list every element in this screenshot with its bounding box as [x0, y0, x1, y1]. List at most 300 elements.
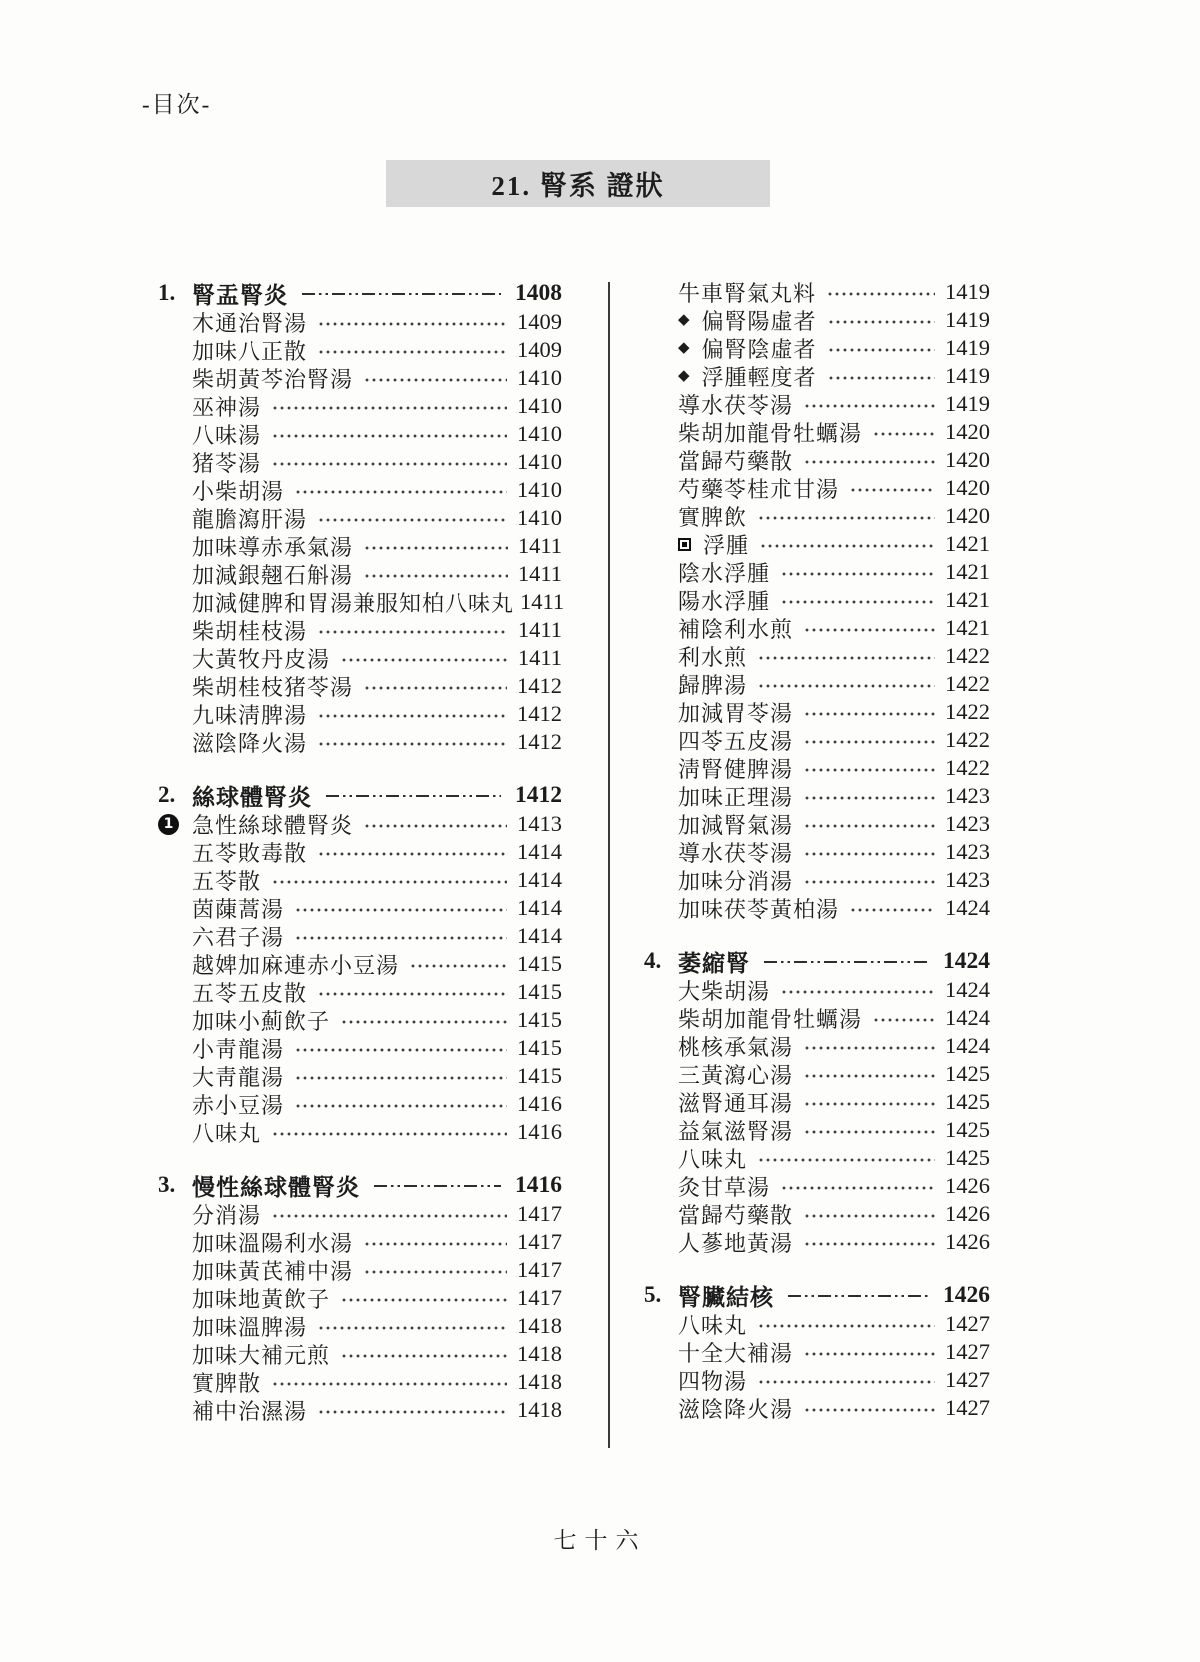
entry-title: 偏腎陰虛者: [701, 336, 817, 362]
leader-dots: [342, 1020, 507, 1024]
toc-item-row: [158, 1034, 562, 1062]
toc-item-row: [158, 1312, 562, 1340]
leader-dots: [805, 1046, 935, 1050]
page-number: 1421: [945, 587, 990, 612]
leader-dots: [365, 1270, 507, 1274]
section-number: 2.: [158, 782, 176, 807]
diamond-icon: ◆: [678, 310, 690, 328]
toc-item-row: [158, 616, 562, 644]
entry-title: 絲球體腎炎: [192, 784, 312, 810]
entry-title: 加味溫脾湯: [192, 1314, 308, 1340]
entry-title: 柴胡黃芩治腎湯: [192, 366, 354, 392]
leader-dots: [759, 1380, 935, 1384]
entry-title: 越婢加麻連赤小豆湯: [192, 952, 400, 978]
leader-dots: [342, 658, 508, 662]
leader-dots: [273, 462, 507, 466]
page-number: 1409: [517, 309, 562, 334]
page-number: 1424: [945, 1005, 990, 1030]
toc-item-row: [644, 502, 990, 530]
leader-dots: [805, 1408, 935, 1412]
leader-dots: [342, 1354, 507, 1358]
entry-title: 三黃瀉心湯: [678, 1062, 794, 1088]
entry-title: 大靑龍湯: [192, 1064, 285, 1090]
page-number: 1421: [945, 615, 990, 640]
entry-title: 導水茯苓湯: [678, 840, 794, 866]
chapter-heading-box: [386, 160, 770, 207]
leader-dots: [805, 628, 935, 632]
page-number: 1417: [517, 1201, 562, 1226]
leader-dots: [805, 852, 935, 856]
leader-dots: [805, 768, 935, 772]
page-number: 1422: [945, 727, 990, 752]
entry-title: 四物湯: [678, 1368, 748, 1394]
leader-dots: [273, 406, 507, 410]
toc-item-row: [644, 754, 990, 782]
toc-item-row: [644, 1200, 990, 1228]
entry-title: 實脾飲: [678, 504, 748, 530]
page-number: 1415: [517, 1035, 562, 1060]
entry-title: 當歸芍藥散: [678, 448, 794, 474]
leader-dots: [319, 992, 507, 996]
leader-dots: [319, 714, 507, 718]
page-number: 1418: [517, 1341, 562, 1366]
page-number: 1420: [945, 475, 990, 500]
leader-dots: [805, 824, 935, 828]
toc-item-row: [158, 308, 562, 336]
page-number: 1420: [945, 447, 990, 472]
toc-item-row: [158, 420, 562, 448]
entry-title: 灸甘草湯: [678, 1174, 771, 1200]
toc-item-row: [158, 1256, 562, 1284]
leader-dots: [759, 656, 935, 660]
page-number: 1415: [517, 1007, 562, 1032]
page-number: 1425: [945, 1089, 990, 1114]
filled-square-icon: [678, 538, 691, 551]
toc-item-row: [644, 810, 990, 838]
page-number: 1427: [945, 1311, 990, 1336]
leader-dots: [805, 740, 935, 744]
entry-title: 浮腫輕度者: [701, 364, 817, 390]
leader-dots: [782, 1186, 935, 1190]
toc-item-row: [158, 1062, 562, 1090]
page-number: 1420: [945, 419, 990, 444]
page-number: 1415: [517, 979, 562, 1004]
leader-dots: [365, 686, 507, 690]
leader-dots: [296, 1076, 507, 1080]
entry-title: 陽水浮腫: [678, 588, 771, 614]
toc-item-row: [644, 866, 990, 894]
toc-item-row: [644, 278, 990, 306]
leader-dots: [319, 518, 507, 522]
entry-title: 芍藥苓桂朮甘湯: [678, 476, 840, 502]
page-number: 1412: [515, 781, 562, 808]
page-number: 1412: [517, 729, 562, 754]
leader-dots: [273, 1214, 507, 1218]
leader-dots: [319, 1326, 507, 1330]
leader-dots: [319, 350, 507, 354]
section-number: 4.: [644, 948, 662, 973]
entry-title: 五苓散: [192, 868, 262, 894]
page-number: 1416: [517, 1091, 562, 1116]
leader-dots: [319, 742, 507, 746]
page-number: 1411: [517, 617, 562, 642]
leader-dots: [273, 434, 507, 438]
toc-item-row: [158, 1396, 562, 1424]
entry-title: 滋腎通耳湯: [678, 1090, 794, 1116]
toc-item-row: [158, 1368, 562, 1396]
page-number: 1413: [517, 811, 562, 836]
leader-dots: [296, 908, 507, 912]
toc-item-row: [644, 446, 990, 474]
entry-title: 導水茯苓湯: [678, 392, 794, 418]
toc-item-row: [644, 474, 990, 502]
leader-dots: [365, 824, 507, 828]
entry-title: 加減腎氣湯: [678, 812, 794, 838]
leader-dots: [874, 432, 935, 436]
entry-title: 巫神湯: [192, 394, 262, 420]
entry-title: 柴胡桂枝猪苓湯: [192, 674, 354, 700]
entry-title: 牛車腎氣丸料: [678, 280, 817, 306]
toc-item-row: [644, 390, 990, 418]
toc-column-right: [644, 278, 990, 1448]
section-number: 3.: [158, 1172, 176, 1197]
page-number: 1421: [945, 531, 990, 556]
entry-title: 當歸芍藥散: [678, 1202, 794, 1228]
entry-title: 加味八正散: [192, 338, 308, 364]
entry-title: 加味分消湯: [678, 868, 794, 894]
toc-item-row: [644, 362, 990, 390]
toc-section-row: [158, 1170, 562, 1200]
entry-title: 加味導赤承氣湯: [192, 534, 354, 560]
page-number: 1416: [515, 1171, 562, 1198]
page-number: 1419: [945, 363, 990, 388]
toc-item-row: [644, 1310, 990, 1338]
toc-item-row: [644, 530, 990, 558]
leader-dots: [296, 490, 507, 494]
toc-section-row: [158, 278, 562, 308]
leader-dots: [782, 600, 935, 604]
page-number: 1420: [945, 503, 990, 528]
page-number: 1408: [515, 279, 562, 306]
entry-title: 茵蔯蒿湯: [192, 896, 285, 922]
leader-dots: [805, 1130, 935, 1134]
page-number: 1423: [945, 839, 990, 864]
entry-title: 加味地黃飲子: [192, 1286, 331, 1312]
entry-title: 加味大補元煎: [192, 1342, 331, 1368]
toc-item-row: [158, 866, 562, 894]
toc-item-row: [644, 1228, 990, 1256]
leader-dashes: [302, 293, 501, 296]
page-number: 1410: [517, 449, 562, 474]
entry-title: 歸脾湯: [678, 672, 748, 698]
toc-item-row: [644, 782, 990, 810]
toc-item-row: [158, 1118, 562, 1146]
leader-dots: [365, 574, 508, 578]
entry-title: 四苓五皮湯: [678, 728, 794, 754]
page-number: 1423: [945, 867, 990, 892]
page-number: 1424: [945, 895, 990, 920]
leader-dashes: [764, 961, 929, 964]
leader-dots: [805, 404, 935, 408]
page-number: 1418: [517, 1397, 562, 1422]
leader-dots: [273, 1132, 507, 1136]
page-number: 1425: [945, 1117, 990, 1142]
entry-title: 五苓敗毒散: [192, 840, 308, 866]
entry-title: 八味丸: [192, 1120, 262, 1146]
entry-title: 八味丸: [678, 1146, 748, 1172]
entry-title: 分消湯: [192, 1202, 262, 1228]
entry-title: 加減銀翹石斛湯: [192, 562, 354, 588]
toc-item-row: [644, 726, 990, 754]
leader-dots: [805, 1352, 935, 1356]
leader-dots: [805, 1214, 935, 1218]
page-number: 1416: [517, 1119, 562, 1144]
toc-item-row: [644, 670, 990, 698]
page-number: 1425: [945, 1061, 990, 1086]
entry-title: 補中治濕湯: [192, 1398, 308, 1424]
leader-dots: [851, 488, 935, 492]
page-number: 1412: [517, 701, 562, 726]
page-number: 1426: [945, 1173, 990, 1198]
page-number: 1414: [517, 839, 562, 864]
leader-dots: [273, 880, 507, 884]
entry-title: 滋陰降火湯: [192, 730, 308, 756]
toc-item-row: [644, 838, 990, 866]
entry-title: 急性絲球體腎炎: [192, 812, 354, 838]
leader-dots: [874, 1018, 935, 1022]
leader-dashes: [326, 795, 501, 798]
toc-item-row: [158, 364, 562, 392]
leader-dashes: [788, 1295, 929, 1298]
page-number: 1422: [945, 699, 990, 724]
toc-item-row: [644, 614, 990, 642]
toc-item-row: [158, 1340, 562, 1368]
toc-item-row: [158, 1284, 562, 1312]
page-number: 1426: [943, 1281, 990, 1308]
entry-title: 五苓五皮散: [192, 980, 308, 1006]
leader-dots: [296, 936, 507, 940]
section-number: 1.: [158, 280, 176, 305]
toc-item-row: [158, 588, 565, 616]
toc-item-row: [644, 586, 990, 614]
page-number: 1427: [945, 1367, 990, 1392]
toc-item-row: [158, 392, 562, 420]
page-number: 1411: [517, 533, 562, 558]
entry-title: 小柴胡湯: [192, 478, 285, 504]
leader-dots: [365, 378, 507, 382]
toc-section-row: [644, 946, 990, 976]
toc-item-row: [644, 1338, 990, 1366]
page-number: 1417: [517, 1229, 562, 1254]
page-number: 1422: [945, 671, 990, 696]
leader-dots: [342, 1298, 507, 1302]
entry-title: 加味黃芪補中湯: [192, 1258, 354, 1284]
entry-title: 浮腫: [703, 532, 750, 558]
page-number: 1423: [945, 783, 990, 808]
page-number: 1409: [517, 337, 562, 362]
leader-dots: [829, 320, 935, 324]
page-number: 1414: [517, 923, 562, 948]
entry-title: 柴胡桂枝湯: [192, 618, 308, 644]
page-number: 1427: [945, 1339, 990, 1364]
leader-dots: [296, 1104, 507, 1108]
leader-dots: [759, 1158, 935, 1162]
leader-dots: [365, 1242, 507, 1246]
leader-dots: [829, 348, 935, 352]
page-number: 1410: [517, 393, 562, 418]
entry-title: 木通治腎湯: [192, 310, 308, 336]
toc-item-row: [644, 894, 990, 922]
toc-item-row: [158, 838, 562, 866]
leader-dots: [319, 630, 508, 634]
page-number: 1414: [517, 895, 562, 920]
page-number: 1415: [517, 1063, 562, 1088]
entry-title: 十全大補湯: [678, 1340, 794, 1366]
page-number: 1427: [945, 1395, 990, 1420]
leader-dots: [805, 460, 935, 464]
entry-title: 大黃牧丹皮湯: [192, 646, 331, 672]
chapter-heading: 21. 腎系 證狀: [491, 171, 665, 201]
leader-dots: [851, 908, 935, 912]
toc-item-row: [644, 558, 990, 586]
toc-columns: [158, 278, 990, 1448]
toc-item-row: [158, 922, 562, 950]
page-number: 1424: [945, 1033, 990, 1058]
entry-title: 大柴胡湯: [678, 978, 771, 1004]
entry-title: 小靑龍湯: [192, 1036, 285, 1062]
entry-title: 偏腎陽虛者: [701, 308, 817, 334]
page-number: 1419: [945, 335, 990, 360]
toc-item-row: [158, 978, 562, 1006]
page-number: 1412: [517, 673, 562, 698]
entry-title: 加減健脾和胃湯兼服知柏八味丸: [192, 590, 515, 616]
toc-item-row: [644, 1088, 990, 1116]
page-number: 1411: [517, 645, 562, 670]
toc-item-row: [644, 698, 990, 726]
page-number: 1411: [520, 589, 565, 614]
entry-title: 人蔘地黃湯: [678, 1230, 794, 1256]
leader-dots: [273, 1382, 507, 1386]
page-number: 1410: [517, 421, 562, 446]
page-number: 1419: [945, 279, 990, 304]
leader-dots: [805, 1242, 935, 1246]
diamond-icon: ◆: [678, 366, 690, 384]
leader-dots: [828, 292, 935, 296]
page-number: 1415: [517, 951, 562, 976]
page-number: 1426: [945, 1229, 990, 1254]
entry-title: 加減胃苓湯: [678, 700, 794, 726]
leader-dots: [805, 1074, 935, 1078]
toc-item-row: [158, 476, 562, 504]
entry-title: 腎盂腎炎: [192, 282, 288, 308]
toc-item-row: [644, 306, 990, 334]
page-number: 1417: [517, 1257, 562, 1282]
page-number: 1417: [517, 1285, 562, 1310]
toc-item-row: [158, 336, 562, 364]
toc-item-row: [644, 976, 990, 1004]
page-number: 1421: [945, 559, 990, 584]
page-number: 1410: [517, 365, 562, 390]
toc-item-row: [158, 700, 562, 728]
leader-dots: [759, 1324, 935, 1328]
page-number: 1424: [943, 947, 990, 974]
page-number: 1410: [517, 477, 562, 502]
leader-dots: [805, 796, 935, 800]
toc-item-row: [158, 560, 562, 588]
page-number: 1410: [517, 505, 562, 530]
toc-column-left: [158, 278, 565, 1448]
leader-dots: [296, 1048, 507, 1052]
toc-item-row: [158, 1200, 562, 1228]
entry-title: 加味溫陽利水湯: [192, 1230, 354, 1256]
leader-dots: [319, 322, 507, 326]
leader-dots: [759, 684, 935, 688]
toc-item-row: [644, 1032, 990, 1060]
toc-section-row: [158, 780, 562, 810]
entry-title: 加味茯苓黃柏湯: [678, 896, 840, 922]
page-number: 1419: [945, 307, 990, 332]
entry-title: 慢性絲球體腎炎: [192, 1174, 360, 1200]
circled-one-icon: 1: [158, 814, 179, 835]
toc-item-row: [158, 672, 562, 700]
toc-item-row: [158, 1228, 562, 1256]
leader-dots: [319, 1410, 507, 1414]
entry-title: 赤小豆湯: [192, 1092, 285, 1118]
toc-item-row: [644, 334, 990, 362]
leader-dots: [805, 712, 935, 716]
page-number: 1424: [945, 977, 990, 1002]
toc-item-row: [644, 418, 990, 446]
diamond-icon: ◆: [678, 338, 690, 356]
page-number: 1426: [945, 1201, 990, 1226]
toc-item-row: [158, 532, 562, 560]
entry-title: 益氣滋腎湯: [678, 1118, 794, 1144]
leader-dots: [365, 546, 508, 550]
entry-title: 腎臟結核: [678, 1284, 774, 1310]
toc-item-row: [158, 810, 562, 838]
entry-title: 補陰利水煎: [678, 616, 794, 642]
entry-title: 滋陰降火湯: [678, 1396, 794, 1422]
leader-dots: [805, 1102, 935, 1106]
entry-title: 淸腎健脾湯: [678, 756, 794, 782]
leader-dots: [782, 572, 935, 576]
entry-title: 加味正理湯: [678, 784, 794, 810]
entry-title: 利水煎: [678, 644, 748, 670]
toc-item-row: [644, 642, 990, 670]
leader-dots: [829, 376, 935, 380]
entry-title: 八味丸: [678, 1312, 748, 1338]
page-number: 1418: [517, 1313, 562, 1338]
toc-item-row: [158, 1090, 562, 1118]
toc-item-row: [158, 644, 562, 672]
page-number: 1419: [945, 391, 990, 416]
toc-item-row: [644, 1060, 990, 1088]
entry-title: 猪苓湯: [192, 450, 262, 476]
toc-item-row: [644, 1366, 990, 1394]
toc-item-row: [158, 1006, 562, 1034]
folio-page-number: 七十六: [553, 1528, 647, 1553]
entry-title: 陰水浮腫: [678, 560, 771, 586]
entry-title: 六君子湯: [192, 924, 285, 950]
entry-title: 桃核承氣湯: [678, 1034, 794, 1060]
toc-item-row: [644, 1144, 990, 1172]
toc-item-row: [644, 1004, 990, 1032]
page-number: 1411: [517, 561, 562, 586]
entry-title: 柴胡加龍骨牡蠣湯: [678, 420, 863, 446]
entry-title: 萎縮腎: [678, 950, 750, 976]
column-divider-line: [608, 282, 610, 1448]
toc-item-row: [158, 448, 562, 476]
